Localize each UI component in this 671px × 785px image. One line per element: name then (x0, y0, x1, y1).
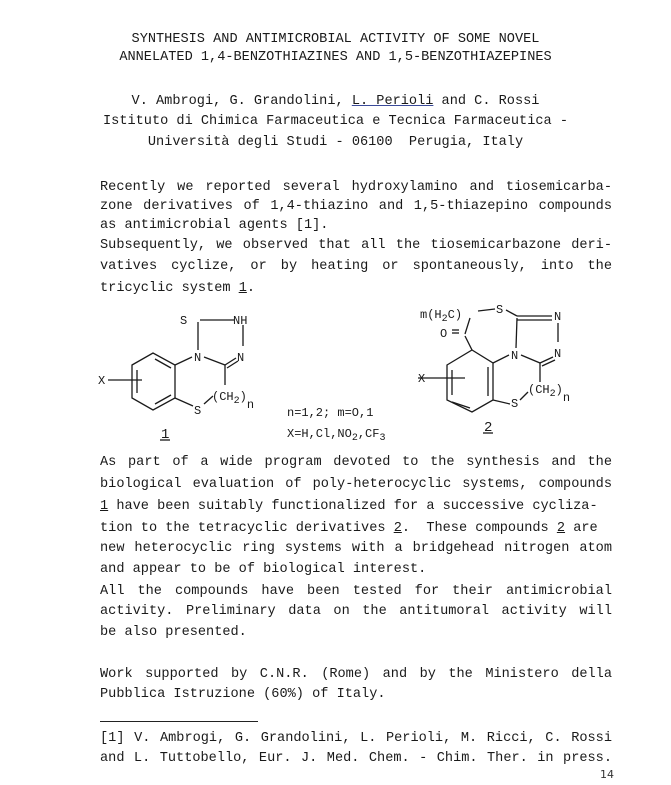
authors-pre: V. Ambrogi, G. Grandolini, (131, 94, 352, 109)
ack-line: Pubblica Istruzione (60%) of Italy. (100, 687, 386, 702)
para3-line: As part of a wide program devoted to the synthesis and the (100, 455, 612, 470)
substituent-legend (287, 406, 385, 444)
text: tion to the tetracyclic derivatives (100, 521, 394, 536)
atom-label: N (237, 351, 245, 365)
atom-label: NH (233, 314, 248, 328)
handwritten-page-number: 14 (600, 768, 614, 781)
atom-label: N (554, 310, 562, 324)
atom-label: X (418, 372, 426, 386)
presenting-author: L. Perioli (351, 94, 434, 109)
para2-line: vatives cyclize, or by heating or spontaneously, into the (100, 259, 612, 274)
para2-line: Subsequently, we observed that all the tiosemicarbazone deri- (100, 238, 612, 253)
para3-line (100, 498, 612, 515)
structure-2 (418, 303, 570, 436)
atom-label: N (511, 349, 519, 363)
atom-label: $(CH_2)n$ (528, 383, 571, 405)
text: . These compounds (401, 521, 557, 536)
para3-line (100, 520, 612, 537)
para4-line: activity. Preliminary data on the antitumoral activity will (100, 604, 612, 619)
text: . (246, 281, 256, 296)
affiliation-line-1: Istituto di Chimica Farmaceutica e Tecnica Farmaceutica - (103, 114, 568, 129)
atom-label: S (194, 404, 202, 418)
compound-ref: 2 (556, 521, 566, 536)
footnote-divider (100, 721, 258, 722)
compound-label: 2 (484, 420, 493, 436)
para4-line: be also presented. (100, 625, 247, 640)
ack-line: Work supported by C.N.R. (Rome) and by the Ministero della (100, 667, 612, 682)
legend-line: $X=H,Cl,NO_2,CF_3$ (287, 427, 386, 444)
atom-label: O (440, 327, 448, 341)
atom-label: X (98, 374, 106, 388)
atom-label: $(CH_2)n$ (212, 390, 255, 412)
para1-line: as antimicrobial agents [1]. (100, 218, 329, 233)
text: are (565, 521, 598, 536)
atom-label: S (511, 397, 519, 411)
structure-1 (98, 314, 254, 443)
compound-label: 1 (161, 427, 170, 443)
para4-line: All the compounds have been tested for their antimicrobial (100, 584, 612, 599)
text: have been suitably functionalized for a successive cycliza- (108, 499, 598, 514)
atom-label: N (554, 347, 562, 361)
atom-label: N (194, 351, 202, 365)
authors-post: and C. Rossi (433, 94, 540, 109)
title-line-1: SYNTHESIS AND ANTIMICROBIAL ACTIVITY OF SOME NOVEL (131, 32, 540, 47)
compound-ref: 1 (238, 281, 247, 296)
text: tricyclic system (100, 281, 239, 296)
atom-label: S (180, 314, 188, 328)
footnote-line: [1] V. Ambrogi, G. Grandolini, L. Perioli, M. Ricci, C. Rossi (100, 731, 612, 746)
compound-ref: 2 (393, 521, 402, 536)
footnote-line: and L. Tuttobello, Eur. J. Med. Chem. - Chim. Ther. in press. (100, 751, 612, 766)
para1-line: Recently we reported several hydroxylamino and tiosemicarba- (100, 180, 612, 195)
atom-label: S (496, 303, 504, 317)
title-line-2: ANNELATED 1,4-BENZOTHIAZINES AND 1,5-BENZOTHIAZEPINES (119, 50, 552, 65)
para3-line: new heterocyclic ring systems with a bridgehead nitrogen atom (100, 541, 612, 556)
para3-line: and appear to be of biological interest. (100, 562, 427, 577)
para1-line: zone derivatives of 1,4-thiazino and 1,5-thiazepino compounds (100, 199, 612, 214)
para3-line: biological evaluation of poly-heterocyclic systems, compounds (100, 477, 612, 492)
legend-line: n=1,2; m=O,1 (287, 406, 374, 420)
affiliation-line-2: Università degli Studi - 06100 Perugia, Italy (147, 135, 524, 150)
atom-label: $m(H_2C)$ (420, 308, 463, 325)
compound-ref: 1 (100, 499, 109, 514)
